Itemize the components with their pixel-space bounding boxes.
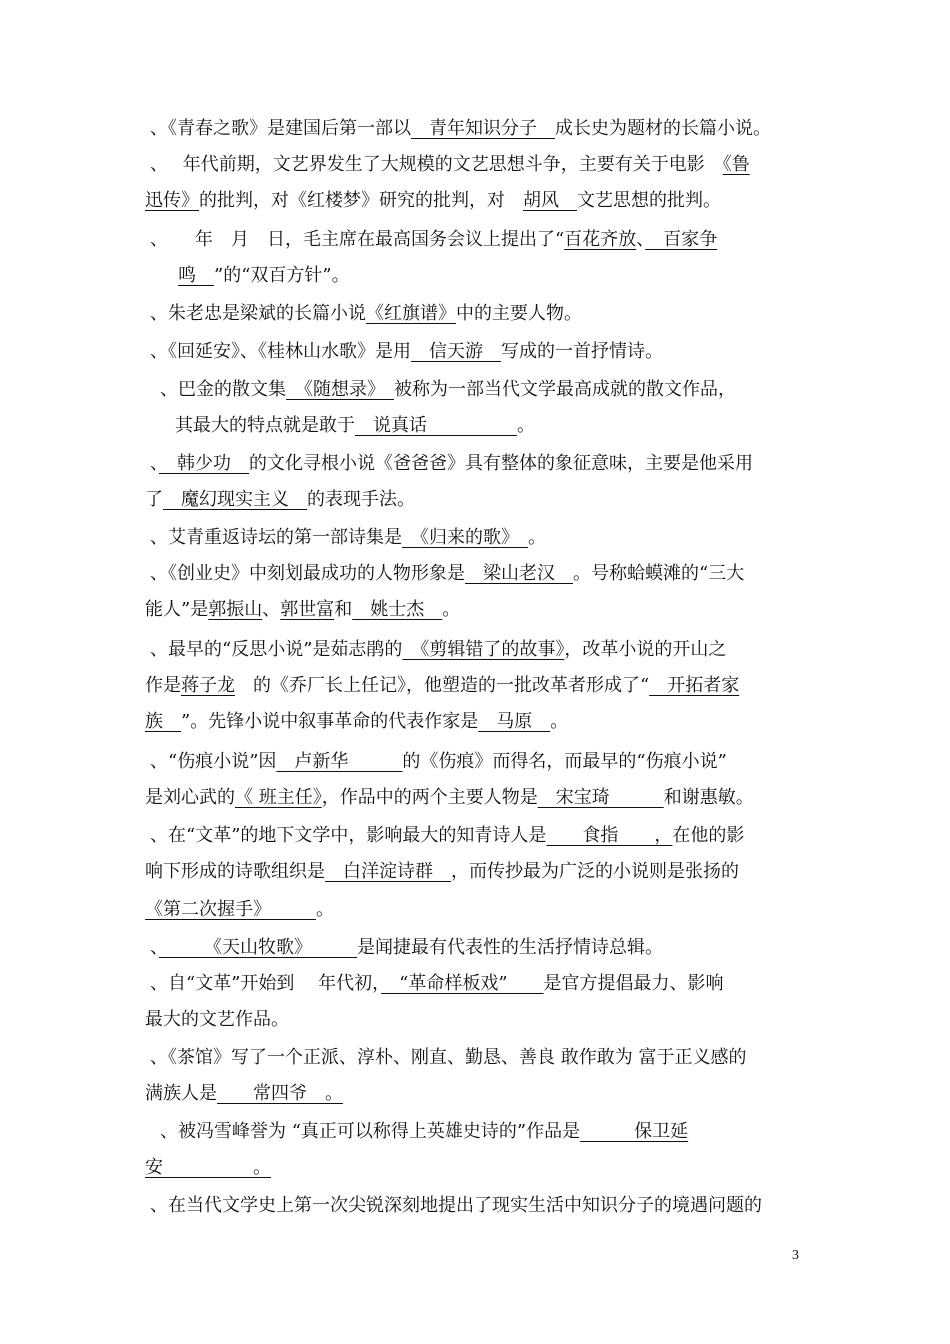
answer-blank: 《剪辑错了的故事》 — [402, 639, 565, 660]
answer-blank: 卢新华 — [276, 751, 403, 772]
question-text: 最大的文艺作品。 — [145, 1009, 289, 1030]
question-text: ”。先锋小说中叙事革命的代表作家是 — [181, 711, 479, 732]
question-text: 、《茶馆》写了一个正派、淳朴、刚直、勤恳、善良 敢作敢为 富于正义感的 — [150, 1047, 747, 1068]
question-text: 、在当代文学史上第一次尖锐深刻地提出了现实生活中知识分子的境遇问题的 — [150, 1195, 762, 1216]
text-line — [150, 526, 546, 550]
question-text: 成长史为题材的长篇小说。 — [555, 118, 771, 139]
text-line — [145, 710, 568, 734]
question-text: ，而传抄最为广泛的小说则是张扬的 — [451, 861, 739, 882]
question-text: 、 — [150, 453, 159, 474]
question-text: 的文化寻根小说《爸爸爸》具有整体的象征意味，主要是他采用 — [249, 453, 753, 474]
question-text: 、自“文革”开始到 年代初， — [150, 973, 382, 994]
answer-blank: 马原 — [478, 711, 551, 732]
question-text: 响下形成的诗歌组织是 — [145, 861, 325, 882]
question-text: 、巴金的散文集 — [160, 379, 286, 400]
question-text: 、 — [262, 599, 281, 620]
text-line — [150, 972, 724, 996]
question-text: 、最早的“反思小说”是茹志鹃的 — [150, 639, 403, 660]
question-text: 、朱老忠是梁斌的长篇小说 — [150, 303, 366, 324]
text-line — [145, 598, 460, 622]
answer-blank: 郭振山 — [208, 599, 263, 620]
answer-blank: 食指 ， — [546, 825, 673, 846]
answer-blank: 《天山牧歌》 — [159, 937, 357, 958]
answer-blank: 百花齐放 — [564, 229, 637, 250]
text-line — [160, 1120, 688, 1144]
text-line — [145, 189, 721, 213]
question-text: 是刘心武的 — [145, 787, 235, 808]
answer-blank: 《鲁 — [722, 154, 750, 175]
text-line — [150, 452, 753, 476]
text-line — [150, 1194, 762, 1218]
text-line — [150, 302, 582, 326]
question-text: 的《伤痕》而得名，而最早的“伤痕小说” — [402, 751, 727, 772]
question-text: 、 年代前期，文艺界发生了大规模的文艺思想斗争，主要有关于电影 — [150, 154, 723, 175]
answer-blank: 宋宝琦 — [537, 787, 664, 808]
text-line — [145, 786, 754, 810]
question-text: 、被冯雪峰誉为 “真正可以称得上英雄史诗的”作品是 — [160, 1121, 581, 1142]
answer-blank: 开拓者家 — [649, 675, 740, 696]
question-text: 、“伤痕小说”因 — [150, 751, 277, 772]
question-text: 、 — [636, 229, 646, 250]
text-line — [150, 340, 663, 364]
question-text: 。 — [550, 711, 569, 732]
question-text: 、艾青重返诗坛的第一部诗集是 — [150, 527, 402, 548]
text-line — [150, 562, 744, 586]
answer-blank: 迅传》 — [145, 190, 199, 211]
text-line — [160, 378, 736, 402]
question-text: 和 — [334, 599, 353, 620]
text-line — [145, 488, 415, 512]
answer-blank: 族 — [145, 711, 181, 732]
question-text: 是官方提倡最力、影响 — [543, 973, 724, 994]
question-text: 。 — [517, 415, 535, 436]
answer-blank: 保卫延 — [580, 1121, 689, 1142]
text-line — [175, 414, 535, 438]
question-text: 其最大的特点就是敢于 — [175, 415, 355, 436]
question-text: 的批判，对《红楼梦》研究的批判，对 — [199, 190, 523, 211]
text-line — [145, 1008, 289, 1032]
question-text: 、在“文革”的地下文学中，影响最大的知青诗人是 — [150, 825, 547, 846]
text-line — [150, 1046, 746, 1070]
question-text: 被称为一部当代文学最高成就的散文作品， — [394, 379, 736, 400]
question-text: 和谢惠敏。 — [663, 787, 754, 808]
answer-blank: 鸣 — [178, 265, 214, 286]
question-text: 的表现手法。 — [307, 489, 415, 510]
answer-blank: 安 。 — [145, 1157, 271, 1178]
text-line — [145, 898, 334, 922]
question-text: 是闻捷最有代表性的生活抒情诗总辑。 — [357, 937, 663, 958]
question-text: 、 — [150, 937, 159, 958]
answer-blank: 《第二次握手》 — [145, 899, 316, 920]
text-line — [150, 750, 727, 774]
answer-blank: 魔幻现实主义 — [163, 489, 307, 510]
question-text: ，作品中的两个主要人物是 — [321, 787, 538, 808]
question-text: 文艺思想的批判。 — [577, 190, 721, 211]
answer-blank: 说真话 — [355, 415, 517, 436]
question-text: 。 — [316, 899, 334, 920]
answer-blank: 姚士杰 — [352, 599, 443, 620]
question-text: 的《乔厂长上任记》，他塑造的一批改革者形成了“ — [235, 675, 650, 696]
question-text: ”的“双百方针”。 — [214, 265, 350, 286]
answer-blank: 常四爷 。 — [217, 1083, 343, 1104]
text-line — [150, 638, 726, 662]
text-line — [150, 228, 717, 252]
question-text: 、《创业史》中刻划最成功的人物形象是 — [150, 563, 465, 584]
answer-blank: 韩少功 — [159, 453, 249, 474]
question-text: 。号称蛤蟆滩的“三大 — [573, 563, 745, 584]
text-line — [145, 1156, 271, 1180]
answer-blank: 百家争 — [645, 229, 718, 250]
question-text: 满族人是 — [145, 1083, 217, 1104]
question-text: 、《青春之歌》是建国后第一部以 — [150, 118, 411, 139]
answer-blank: 白洋淀诗群 — [325, 861, 451, 882]
question-text: 在他的影 — [672, 825, 745, 846]
text-line — [150, 936, 663, 960]
question-text: 。 — [528, 527, 546, 548]
text-line — [150, 824, 744, 848]
question-text: 作是 — [145, 675, 181, 696]
question-text: ，改革小说的开山之 — [564, 639, 727, 660]
text-line — [178, 264, 350, 288]
answer-blank: 《红旗谱》 — [366, 303, 456, 324]
page-number: 3 — [792, 1248, 799, 1263]
answer-blank: 蒋子龙 — [181, 675, 235, 696]
question-text: 。 — [442, 599, 461, 620]
text-line — [145, 674, 739, 698]
answer-blank: 《归来的歌》 — [402, 527, 528, 548]
question-text: 中的主要人物。 — [456, 303, 582, 324]
text-line — [145, 1082, 343, 1106]
answer-blank: 梁山老汉 — [465, 563, 573, 584]
question-text: 、《回延安》、《桂林山水歌》是用 — [150, 341, 411, 362]
answer-blank: 《 班主任》 — [235, 787, 322, 808]
answer-blank: 郭世富 — [280, 599, 335, 620]
answer-blank: 《随想录》 — [286, 379, 394, 400]
answer-blank: 信天游 — [411, 341, 501, 362]
answer-blank: 青年知识分子 — [411, 118, 555, 139]
answer-blank: 胡风 — [523, 190, 577, 211]
question-text: 能人”是 — [145, 599, 209, 620]
text-line — [145, 860, 739, 884]
question-text: 了 — [145, 489, 163, 510]
text-line — [150, 117, 771, 141]
question-text: 写成的一首抒情诗。 — [501, 341, 663, 362]
question-text: 、 年 月 日，毛主席在最高国务会议上提出了“ — [150, 229, 565, 250]
text-line — [150, 153, 750, 177]
answer-blank: “革命样板戏” — [381, 973, 544, 994]
